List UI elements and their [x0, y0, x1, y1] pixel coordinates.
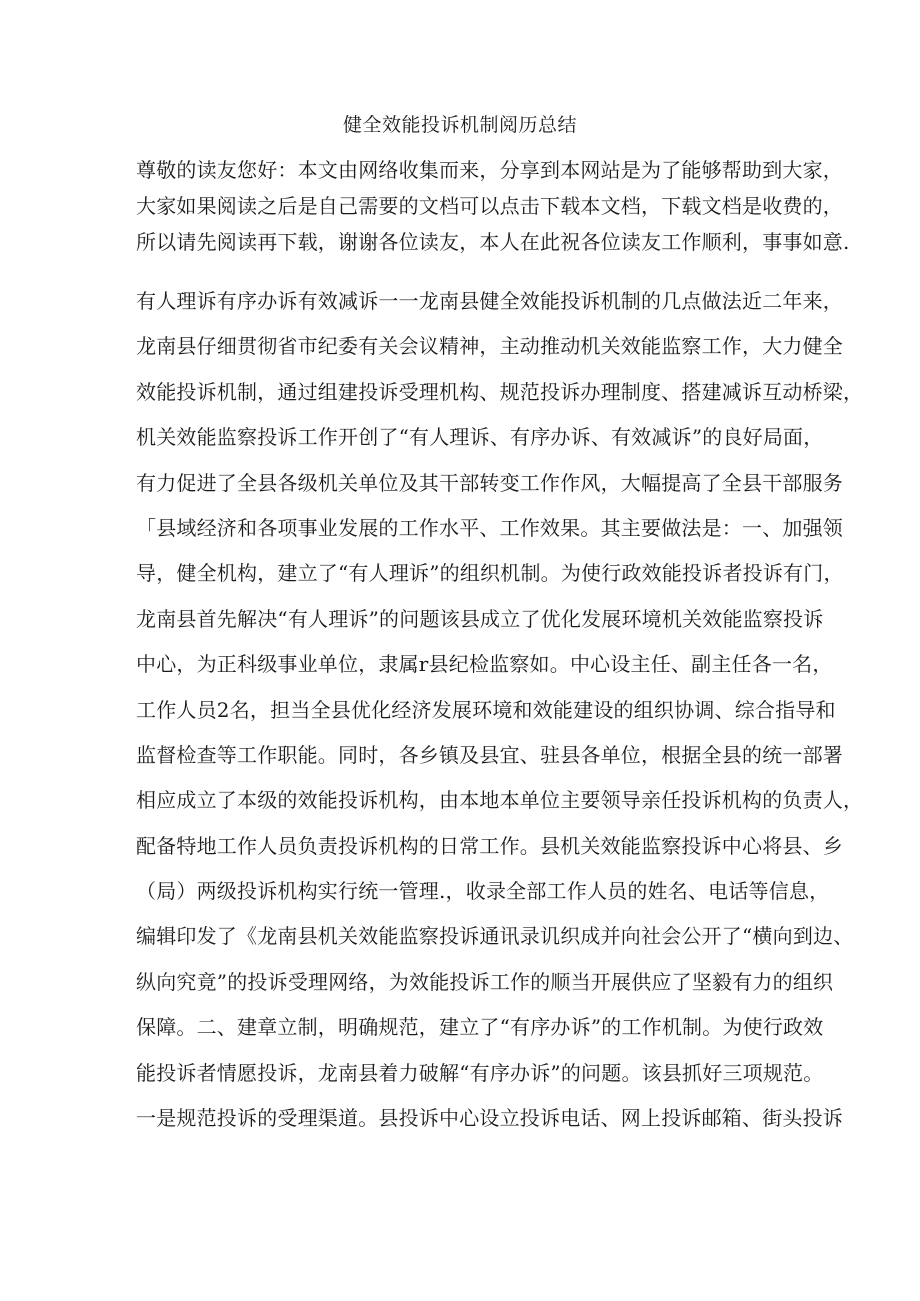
body-line: 龙南县仔细贯彻省市纪委有关会议精神，主动推动机关效能监察工作，大力健全 [136, 334, 843, 359]
body-line: 效能投诉机制，通过组建投诉受理机构、规范投诉办理制度、搭建减诉互动桥梁， [136, 379, 864, 404]
body-line: 监督检查等工作职能。同时，各乡镇及县宜、驻县各单位，根据全县的统一部署 [136, 742, 843, 767]
body-line: 有力促进了全县各级机关单位及其干部转变工作作风，大幅提高了全县干部服务 [136, 470, 843, 495]
body-line: 一是规范投诉的受理渠道。县投诉中心设立投诉电话、网上投诉邮箱、街头投诉 [136, 1106, 843, 1131]
body-line: 配备特地工作人员负责投诉机构的日常工作。县机关效能监察投诉中心将县、乡 [136, 833, 843, 858]
download-notice [136, 152, 850, 260]
body-line: 编辑印发了《龙南县机关效能监察投诉通讯录讥织成并向社会公开了“横向到边、 [136, 924, 854, 949]
notice-line: 尊敬的读友您好：本文由网络收集而来，分享到本网站是为了能够帮助到大家， [136, 158, 843, 182]
notice-line: 大家如果阅读之后是自己需要的文档可以点击下载本文档，下载文档是收费的， [136, 194, 843, 218]
document-title: 健全效能投诉机制阅历总结 [342, 114, 577, 136]
body-line: 机关效能监察投诉工作开创了“有人理诉、有序办诉、有效减诉”的良好局面， [136, 425, 824, 450]
body-line: 相应成立了本级的效能投诉机构，由本地本单位主要领导亲任投诉机构的负责人， [136, 788, 864, 813]
body-line: 能投诉者情愿投诉，龙南县着力破解“有序办诉”的问题。该县抓好三项规范。 [136, 1060, 824, 1085]
body-line: 有人理诉有序办诉有效减诉一一龙南县健全效能投诉机制的几点做法近二年来， [136, 289, 843, 313]
body-line: 工作人员2名，担当全县优化经济发展环境和效能建设的组织协调、综合指导和 [136, 697, 836, 722]
body-line: 「县域经济和各项事业发展的工作水平、工作效果。其主要做法是：一、加强领 [136, 515, 843, 540]
body-line: 纵向究竟”的投诉受理网络，为效能投诉工作的顺当开展供应了坚毅有力的组织 [136, 969, 834, 994]
notice-line: 所以请先阅读再下载，谢谢各位读友，本人在此祝各位读友工作顺利，事事如意. [136, 230, 850, 254]
body-line: 导，健全机构，建立了“有人理诉”的组织机制。为使行政效能投诉者投诉有门， [136, 561, 844, 586]
body-line: 龙南县首先解决“有人理诉”的问题该县成立了优化发展环境机关效能监察投诉 [136, 606, 824, 631]
body-line: （局）两级投诉机构实行统一管理.，收录全部工作人员的姓名、电话等信息， [136, 879, 830, 904]
body-line: 中心，为正科级事业单位，隶属r县纪检监察如。中心设主任、副主任各一名， [136, 652, 833, 677]
body-text [136, 279, 864, 1141]
body-line: 保障。二、建章立制，明确规范，建立了“有序办诉”的工作机制。为使行政效 [136, 1015, 824, 1040]
